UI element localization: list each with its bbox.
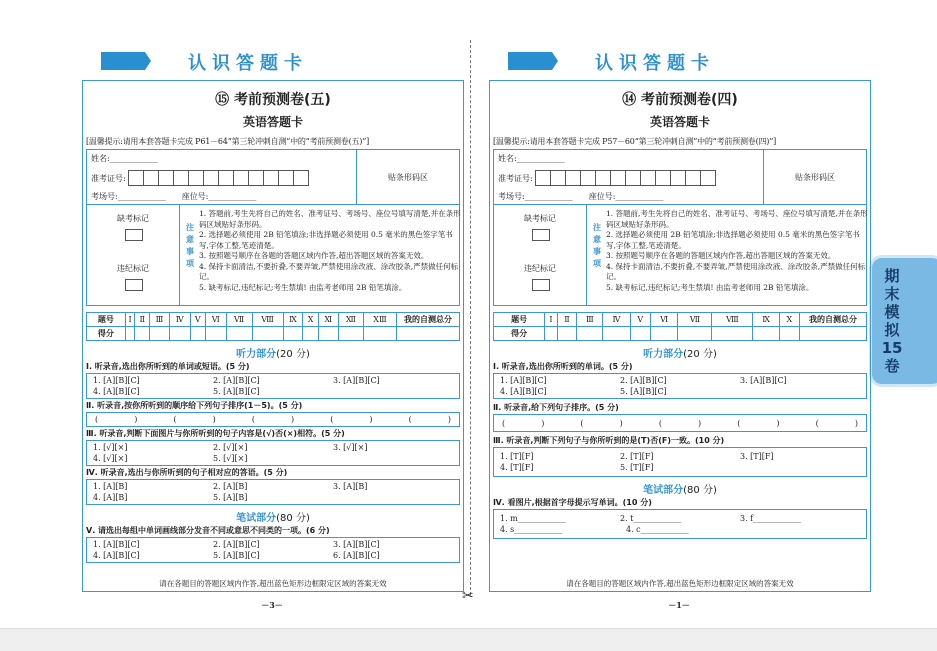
answer-option[interactable]: 3. [A][B] bbox=[333, 482, 368, 491]
answer-option[interactable]: 5. [A][B][C] bbox=[213, 551, 260, 560]
score-cell[interactable] bbox=[283, 327, 303, 341]
written-section-title bbox=[490, 481, 870, 496]
answer-box-3[interactable] bbox=[493, 447, 867, 477]
score-header-cell: Ⅰ bbox=[125, 313, 135, 327]
answer-option[interactable]: 3. [T][F] bbox=[740, 452, 774, 461]
answer-box-2[interactable] bbox=[493, 414, 867, 432]
score-cell[interactable] bbox=[125, 327, 135, 341]
answer-option[interactable]: 5. [A][B][C] bbox=[213, 387, 260, 396]
score-cell[interactable] bbox=[363, 327, 396, 341]
score-cell[interactable] bbox=[753, 327, 779, 341]
tip-text: [温馨提示:请用本套答题卡完成 P57－60“第三轮冲刺自测”中的“考前预测卷(四)”] bbox=[493, 137, 777, 146]
student-info bbox=[493, 149, 867, 205]
written-section-title bbox=[83, 509, 463, 524]
score-header-cell: Ⅵ bbox=[205, 313, 226, 327]
paren: ( bbox=[408, 415, 412, 424]
tip-text: [温馨提示:请用本套答题卡完成 P61－64“第三轮冲刺自测”中的“考前预测卷(五)”] bbox=[86, 137, 370, 146]
score-header-cell: Ⅵ bbox=[651, 313, 678, 327]
answer-option[interactable]: 4. [A][B] bbox=[93, 493, 128, 502]
answer-box-2[interactable] bbox=[86, 412, 460, 427]
notice-item: 1. 答题前,考生先将自己的姓名、准考证号、考场号、座位号填写清楚,并在条形码区域贴好条形码。 bbox=[199, 209, 461, 229]
side-tab-char: 末 bbox=[884, 285, 900, 303]
score-cell[interactable] bbox=[800, 327, 867, 341]
notice-label: 注意事项 bbox=[186, 222, 194, 268]
scissors-icon: ✂ bbox=[462, 588, 474, 604]
paren: ( bbox=[95, 415, 99, 424]
score-cell[interactable] bbox=[226, 327, 252, 341]
score-header-cell: 题号 bbox=[87, 313, 126, 327]
question-3: Ⅲ. 听录音,判断下列句子与你所听到的是(T)否(F)一致。(10 分) bbox=[493, 436, 725, 445]
score-header-cell: ⅩⅢ bbox=[363, 313, 396, 327]
marks-area bbox=[494, 205, 587, 305]
answer-option[interactable]: 5. [A][B][C] bbox=[620, 387, 667, 396]
score-cell[interactable] bbox=[190, 327, 205, 341]
arrow-icon bbox=[508, 52, 558, 70]
score-header-cell: 我的自测总分 bbox=[800, 313, 867, 327]
room-seat-field[interactable]: 考场号:____________ 座位号:____________ bbox=[498, 192, 664, 201]
answer-option[interactable]: 2. [√][×] bbox=[213, 443, 248, 452]
bottom-strip bbox=[0, 628, 937, 651]
paren: ) bbox=[776, 418, 780, 428]
answer-box-3[interactable] bbox=[86, 440, 460, 466]
answer-option[interactable]: 1. [√][×] bbox=[93, 443, 128, 452]
score-cell[interactable] bbox=[712, 327, 753, 341]
score-cell[interactable] bbox=[150, 327, 170, 341]
barcode-area: 贴条形码区 bbox=[763, 150, 866, 204]
paren: ) bbox=[698, 418, 702, 428]
answer-option[interactable]: 2. [A][B][C] bbox=[213, 540, 260, 549]
notice-label: 注意事项 bbox=[593, 222, 601, 268]
answer-option[interactable]: 1. [A][B] bbox=[93, 482, 128, 491]
answer-option[interactable]: 5. [A][B] bbox=[213, 493, 248, 502]
notice-area bbox=[86, 205, 460, 306]
violation-checkbox[interactable] bbox=[125, 279, 143, 291]
exam-number-boxes[interactable] bbox=[128, 170, 309, 186]
paren: ) bbox=[854, 418, 858, 428]
side-tab-char: 拟 bbox=[884, 321, 900, 339]
answer-option[interactable]: 2. [A][B][C] bbox=[620, 376, 667, 385]
notice-item: 2. 选择题必须使用 2B 铅笔填涂;非选择题必须使用 0.5 毫米的黑色签字笔书写,字体工整,笔迹清楚。 bbox=[606, 230, 860, 250]
paren: ) bbox=[291, 415, 295, 424]
absent-checkbox[interactable] bbox=[532, 229, 550, 241]
card-footer: 请在各题目的答题区域内作答,超出蓝色矩形边框限定区域的答案无效 bbox=[566, 579, 794, 588]
score-header-cell: 我的自测总分 bbox=[397, 313, 460, 327]
marks-area bbox=[87, 205, 180, 305]
score-cell[interactable] bbox=[169, 327, 190, 341]
sheet-title: ⑭ 考前预测卷(四) bbox=[622, 92, 738, 108]
answer-box-4[interactable] bbox=[493, 509, 867, 539]
notice-item: 3. 按照题号顺序在各题的答题区域内作答,超出答题区域的答案无效。 bbox=[606, 251, 836, 260]
side-tab-char: 15 bbox=[881, 339, 903, 357]
barcode-area: 贴条形码区 bbox=[356, 150, 459, 204]
score-cell[interactable] bbox=[651, 327, 678, 341]
sheet-subtitle: 英语答题卡 bbox=[242, 115, 303, 129]
paren: ) bbox=[619, 418, 623, 428]
written-title: 笔试部分 bbox=[236, 513, 277, 524]
notice-list bbox=[606, 209, 868, 293]
score-header-cell: Ⅴ bbox=[630, 313, 650, 327]
written-points: (80 分) bbox=[276, 513, 310, 524]
page-number: －3－ bbox=[261, 600, 283, 610]
paren: ) bbox=[369, 415, 373, 424]
paren: ) bbox=[541, 418, 545, 428]
score-cell[interactable] bbox=[545, 327, 558, 341]
exam-number-label: 准考证号: bbox=[91, 173, 126, 183]
listening-points: (20 分) bbox=[683, 349, 717, 360]
score-cell[interactable] bbox=[577, 327, 603, 341]
score-cell[interactable] bbox=[678, 327, 712, 341]
paren: ( bbox=[737, 418, 741, 428]
banner bbox=[489, 44, 869, 78]
room-seat-field[interactable]: 考场号:____________ 座位号:____________ bbox=[91, 192, 257, 201]
score-header-cell: Ⅲ bbox=[150, 313, 170, 327]
name-field[interactable]: 姓名:____________ bbox=[91, 154, 158, 163]
exam-number-label: 准考证号: bbox=[498, 173, 533, 183]
cut-line bbox=[470, 40, 471, 595]
answer-option[interactable]: 4. [A][B][C] bbox=[500, 387, 547, 396]
card-footer: 请在各题目的答题区域内作答,超出蓝色矩形边框限定区域的答案无效 bbox=[159, 579, 387, 588]
answer-option[interactable]: 1. [A][B][C] bbox=[93, 540, 140, 549]
score-cell[interactable] bbox=[557, 327, 576, 341]
paren: ) bbox=[447, 415, 451, 424]
score-header-cell: Ⅶ bbox=[678, 313, 712, 327]
notice-item: 4. 保持卡面清洁,不要折叠,不要弄皱,严禁使用涂改液、涂改胶条,严禁做任何标记。 bbox=[606, 261, 866, 281]
banner-title: 认识答题卡 bbox=[595, 53, 715, 74]
score-header-cell: Ⅸ bbox=[283, 313, 303, 327]
score-header-cell: Ⅴ bbox=[190, 313, 205, 327]
score-header-cell: Ⅳ bbox=[603, 313, 630, 327]
paren: ( bbox=[330, 415, 334, 424]
arrow-icon bbox=[101, 52, 151, 70]
answer-option[interactable]: 3. [√][×] bbox=[333, 443, 368, 452]
listening-title: 听力部分 bbox=[643, 349, 684, 360]
answer-option[interactable]: 4. [T][F] bbox=[500, 463, 534, 472]
absent-label: 缺考标记 bbox=[117, 214, 149, 223]
answer-option[interactable]: 1. [A][B][C] bbox=[500, 376, 547, 385]
notice-item: 3. 按照题号顺序在各题的答题区域内作答,超出答题区域的答案无效。 bbox=[199, 251, 429, 260]
answer-card bbox=[489, 80, 871, 592]
score-row bbox=[87, 327, 460, 341]
side-tab-char: 期 bbox=[884, 267, 900, 285]
question-2: Ⅱ. 听录音,按你所听到的顺序给下列句子排序(1－5)。(5 分) bbox=[86, 401, 303, 410]
notice-item: 1. 答题前,考生先将自己的姓名、准考证号、考场号、座位号填写清楚,并在条形码区域贴好条形码。 bbox=[606, 209, 868, 229]
score-header-cell: Ⅳ bbox=[169, 313, 190, 327]
notice-item: 2. 选择题必须使用 2B 铅笔填涂;非选择题必须使用 0.5 毫米的黑色签字笔书写,字体工整,笔迹清楚。 bbox=[199, 230, 453, 250]
score-cell[interactable] bbox=[252, 327, 283, 341]
score-header-cell: Ⅹ bbox=[303, 313, 318, 327]
answer-box-4[interactable] bbox=[86, 479, 460, 505]
paren: ( bbox=[502, 418, 506, 428]
question-4: Ⅳ. 听录音,选出与你所听到的句子相对应的答语。(5 分) bbox=[86, 468, 288, 477]
paren: ) bbox=[212, 415, 216, 424]
score-row-label: 得分 bbox=[494, 327, 545, 341]
answer-box-1[interactable] bbox=[86, 373, 460, 399]
score-header-row bbox=[494, 313, 867, 327]
score-header-cell: Ⅻ bbox=[338, 313, 363, 327]
score-header-cell: Ⅷ bbox=[252, 313, 283, 327]
blank-field[interactable]: 3. f____________ bbox=[740, 514, 802, 523]
left-answer-sheet bbox=[82, 44, 462, 610]
violation-label: 违纪标记 bbox=[117, 264, 149, 273]
exam-number-field[interactable] bbox=[498, 170, 716, 186]
paren: ( bbox=[173, 415, 177, 424]
score-header-row bbox=[87, 313, 460, 327]
question-1: Ⅰ. 听录音,选出你所听到的单词或短语。(5 分) bbox=[86, 362, 250, 371]
score-header-cell: Ⅷ bbox=[712, 313, 753, 327]
paren: ( bbox=[658, 418, 662, 428]
question-5: Ⅴ. 请选出每组中单词画线部分发音不同或意思不同类的一项。(6 分) bbox=[86, 526, 330, 535]
score-cell[interactable] bbox=[779, 327, 799, 341]
score-cell[interactable] bbox=[603, 327, 630, 341]
listening-title: 听力部分 bbox=[236, 349, 277, 360]
page-number: －1－ bbox=[668, 600, 690, 610]
notice-list bbox=[199, 209, 461, 293]
question-1: Ⅰ. 听录音,选出你所听到的单词。(5 分) bbox=[493, 362, 633, 371]
side-tab-char: 模 bbox=[884, 303, 900, 321]
answer-option[interactable]: 5. [T][F] bbox=[620, 463, 654, 472]
name-field[interactable]: 姓名:____________ bbox=[498, 154, 565, 163]
question-3: Ⅲ. 听录音,判断下面图片与你所听到的句子内容是(√)否(×)相符。(5 分) bbox=[86, 429, 345, 438]
answer-option[interactable]: 4. [A][B][C] bbox=[93, 387, 140, 396]
banner bbox=[82, 44, 462, 78]
answer-option[interactable]: 4. [A][B][C] bbox=[93, 551, 140, 560]
violation-checkbox[interactable] bbox=[532, 279, 550, 291]
answer-card bbox=[82, 80, 464, 592]
score-cell[interactable] bbox=[205, 327, 226, 341]
score-cell[interactable] bbox=[397, 327, 460, 341]
notice-item: 4. 保持卡面清洁,不要折叠,不要弄皱,严禁使用涂改液、涂改胶条,严禁做任何标记。 bbox=[199, 261, 459, 281]
answer-box-1[interactable] bbox=[493, 373, 867, 399]
answer-option[interactable]: 1. [A][B][C] bbox=[93, 376, 140, 385]
score-row bbox=[494, 327, 867, 341]
answer-box-5[interactable] bbox=[86, 537, 460, 563]
score-header-cell: Ⅲ bbox=[577, 313, 603, 327]
answer-option[interactable]: 4. [√][×] bbox=[93, 454, 128, 463]
score-header-cell: Ⅶ bbox=[226, 313, 252, 327]
listening-section-title bbox=[490, 345, 870, 360]
score-cell[interactable] bbox=[338, 327, 363, 341]
answer-option[interactable]: 3. [A][B][C] bbox=[333, 540, 380, 549]
score-header-cell: 题号 bbox=[494, 313, 545, 327]
paren: ) bbox=[134, 415, 138, 424]
notice-area bbox=[493, 205, 867, 306]
answer-option[interactable]: 2. [A][B][C] bbox=[213, 376, 260, 385]
score-row-label: 得分 bbox=[87, 327, 126, 341]
answer-option[interactable]: 2. [T][F] bbox=[620, 452, 654, 461]
score-table bbox=[86, 312, 460, 341]
sheet-subtitle: 英语答题卡 bbox=[649, 115, 710, 129]
exam-number-boxes[interactable] bbox=[535, 170, 716, 186]
paren: ( bbox=[815, 418, 819, 428]
score-header-cell: Ⅸ bbox=[753, 313, 779, 327]
written-points: (80 分) bbox=[683, 485, 717, 496]
written-title: 笔试部分 bbox=[643, 485, 684, 496]
listening-points: (20 分) bbox=[276, 349, 310, 360]
listening-section-title bbox=[83, 345, 463, 360]
student-info bbox=[86, 149, 460, 205]
score-header-cell: Ⅺ bbox=[318, 313, 338, 327]
score-header-cell: Ⅱ bbox=[135, 313, 150, 327]
question-2: Ⅱ. 听录音,给下列句子排序。(5 分) bbox=[493, 403, 619, 412]
answer-option[interactable]: 1. [T][F] bbox=[500, 452, 534, 461]
score-header-cell: Ⅹ bbox=[779, 313, 799, 327]
absent-label: 缺考标记 bbox=[524, 214, 556, 223]
answer-option[interactable]: 3. [A][B][C] bbox=[333, 376, 380, 385]
banner-title: 认识答题卡 bbox=[188, 53, 308, 74]
answer-option[interactable]: 2. [A][B] bbox=[213, 482, 248, 491]
violation-label: 违纪标记 bbox=[524, 264, 556, 273]
score-header-cell: Ⅰ bbox=[545, 313, 558, 327]
blank-field[interactable]: 1. m____________ bbox=[500, 514, 566, 523]
score-cell[interactable] bbox=[303, 327, 318, 341]
answer-option[interactable]: 3. [A][B][C] bbox=[740, 376, 787, 385]
score-table bbox=[493, 312, 867, 341]
score-cell[interactable] bbox=[630, 327, 650, 341]
paren: ( bbox=[580, 418, 584, 428]
side-tab-char: 卷 bbox=[884, 357, 900, 375]
exam-number-field[interactable] bbox=[91, 170, 309, 186]
sheet-title: ⑮ 考前预测卷(五) bbox=[215, 92, 331, 108]
question-4: Ⅳ. 看图片,根据首字母提示写单词。(10 分) bbox=[493, 498, 652, 507]
score-cell[interactable] bbox=[135, 327, 150, 341]
notice-item: 5. 缺考标记,违纪标记;考生禁填! 由监考老师用 2B 铅笔填涂。 bbox=[606, 282, 814, 292]
score-cell[interactable] bbox=[318, 327, 338, 341]
absent-checkbox[interactable] bbox=[125, 229, 143, 241]
score-header-cell: Ⅱ bbox=[557, 313, 576, 327]
blank-field[interactable]: 4. c____________ bbox=[626, 525, 689, 534]
paren: ( bbox=[251, 415, 255, 424]
blank-field[interactable]: 2. t____________ bbox=[620, 514, 682, 523]
notice-item: 5. 缺考标记,违纪标记;考生禁填! 由监考老师用 2B 铅笔填涂。 bbox=[199, 282, 407, 292]
answer-option[interactable]: 6. [A][B][C] bbox=[333, 551, 380, 560]
blank-field[interactable]: 4. s____________ bbox=[500, 525, 563, 534]
side-tab[interactable] bbox=[872, 258, 937, 384]
answer-option[interactable]: 5. [√][×] bbox=[213, 454, 248, 463]
right-answer-sheet bbox=[489, 44, 869, 610]
